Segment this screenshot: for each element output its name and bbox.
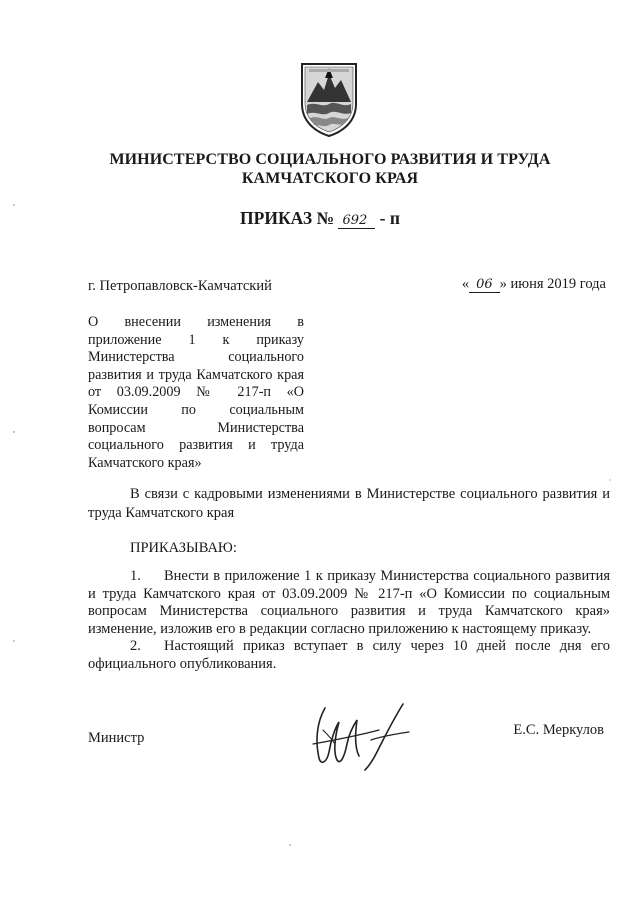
order-item <box>88 568 610 638</box>
item-number: 1. <box>130 568 141 584</box>
signer-name: Е.С. Меркулов <box>513 722 604 738</box>
signature-icon <box>305 700 415 775</box>
order-number: 692 <box>338 213 375 229</box>
ministry-name <box>80 150 580 188</box>
order-items <box>88 568 610 674</box>
date-day: 06 <box>469 277 500 293</box>
item-text: Настоящий приказ вступает в силу через 10 дней после дня его официального опубликования. <box>88 638 610 672</box>
signer-title: Министр <box>88 730 145 746</box>
order-item <box>88 638 610 673</box>
order-subject: О внесении изменения в приложение 1 к приказу Министерства социального развития и труда Камчатского края от 03.09.2009 № 217-п «О Комиссии по социальным вопросам Министерства социального развития и труда Камчатского края» <box>88 314 304 471</box>
city: г. Петропавловск-Камчатский <box>88 278 272 294</box>
order-date <box>462 276 606 293</box>
order-word: ПРИКАЗЫВАЮ: <box>130 540 237 556</box>
date-month-year: » июня 2019 года <box>499 276 606 292</box>
order-title <box>0 208 640 229</box>
order-prefix: ПРИКАЗ № <box>240 208 335 228</box>
ministry-name-line1: МИНИСТЕРСТВО СОЦИАЛЬНОГО РАЗВИТИЯ И ТРУДА <box>109 151 551 168</box>
item-number: 2. <box>130 638 141 655</box>
item-text: Внести в приложение 1 к приказу Министерства социального развития и труда Камчатского края от 03.09.2009 № 217-п «О Комиссии по социальным вопросам Министерства социального развития и труда Камчатского края» изменение, изложив его в редакции согласно приложению к настоящему приказу. <box>88 568 610 637</box>
intro-paragraph: В связи с кадровыми изменениями в Министерстве социального развития и труда Камчатского края <box>88 486 610 521</box>
order-suffix: - п <box>379 208 400 228</box>
ministry-name-line2: КАМЧАТСКОГО КРАЯ <box>241 170 419 187</box>
kamchatka-coat-of-arms-icon <box>298 58 360 138</box>
date-quote-open: « <box>461 276 470 292</box>
